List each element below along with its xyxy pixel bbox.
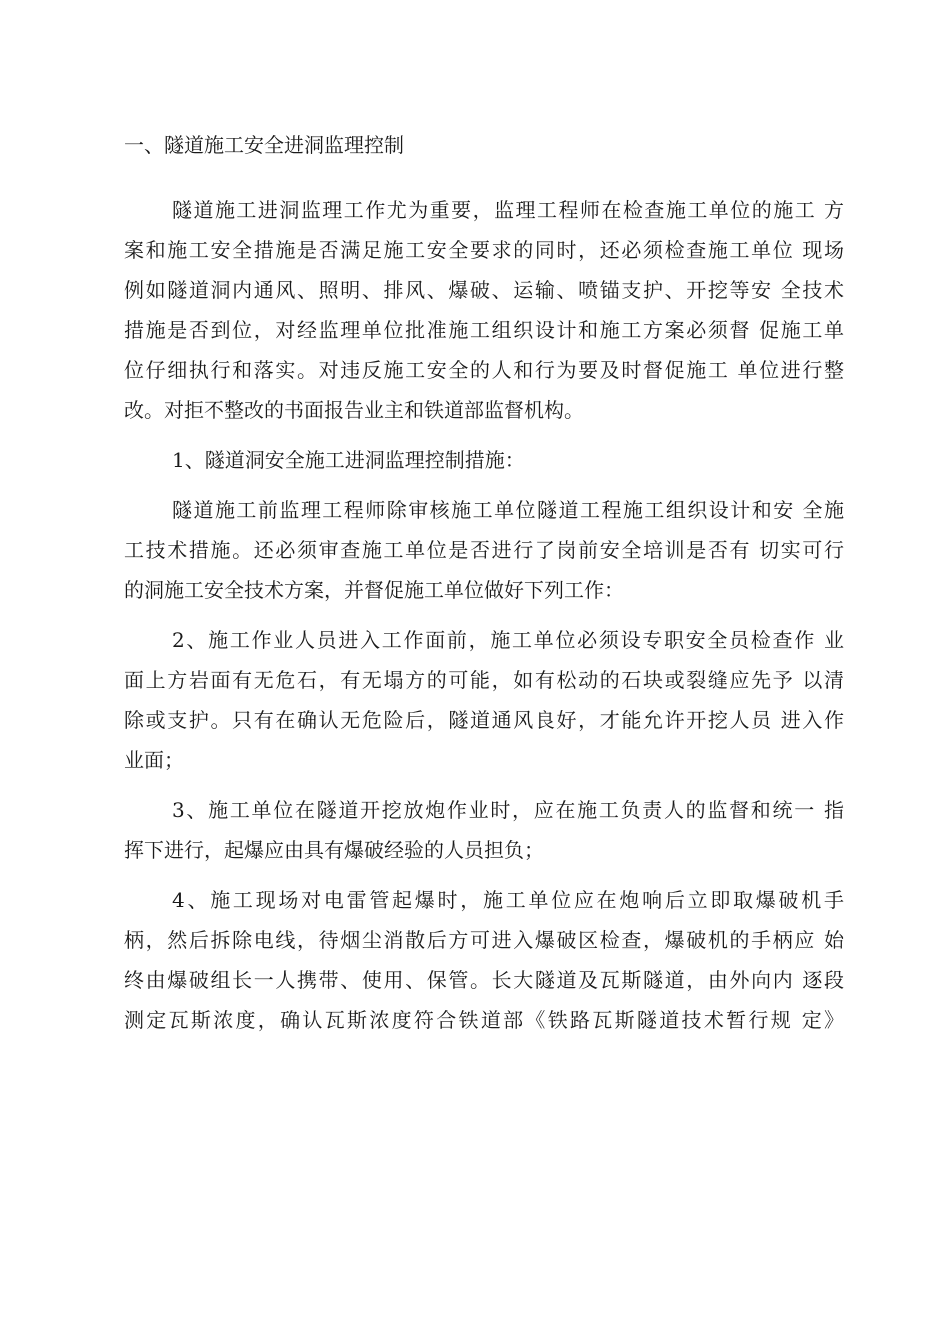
paragraph bbox=[124, 620, 844, 780]
paragraph-spacer bbox=[124, 780, 844, 790]
text-line: 措施是否到位，对经监理单位批准施工组织设计和施工方案必须督 促施工单 bbox=[124, 318, 844, 342]
paragraph bbox=[124, 490, 844, 610]
text-line: 4、施工现场对电雷管起爆时，施工单位应在炮响后立即取爆破机手 bbox=[172, 888, 844, 912]
paragraph bbox=[124, 880, 844, 1040]
section-heading: 一、隧道施工安全进洞监理控制 bbox=[124, 133, 404, 157]
document-body bbox=[124, 190, 844, 1040]
text-line: 终由爆破组长一人携带、使用、保管。长大隧道及瓦斯隧道，由外向内 逐段 bbox=[124, 968, 844, 992]
text-line: 挥下进行，起爆应由具有爆破经验的人员担负； bbox=[124, 838, 544, 862]
paragraph-spacer bbox=[124, 480, 844, 490]
paragraph-spacer bbox=[124, 430, 844, 440]
paragraph bbox=[124, 440, 844, 480]
paragraph bbox=[124, 790, 844, 870]
text-line: 3、施工单位在隧道开挖放炮作业时，应在施工负责人的监督和统一 指 bbox=[172, 798, 844, 822]
paragraph-spacer bbox=[124, 610, 844, 620]
text-line: 改。对拒不整改的书面报告业主和铁道部监督机构。 bbox=[124, 398, 584, 422]
text-line: 隧道施工前监理工程师除审核施工单位隧道工程施工组织设计和安 全施 bbox=[172, 498, 844, 522]
text-line: 的洞施工安全技术方案，并督促施工单位做好下列工作： bbox=[124, 578, 624, 602]
text-line: 面上方岩面有无危石，有无塌方的可能，如有松动的石块或裂缝应先予 以清 bbox=[124, 668, 844, 692]
paragraph bbox=[124, 190, 844, 430]
text-line: 除或支护。只有在确认无危险后，隧道通风良好，才能允许开挖人员 进入作 bbox=[124, 708, 844, 732]
text-line: 位仔细执行和落实。对违反施工安全的人和行为要及时督促施工 单位进行整 bbox=[124, 358, 844, 382]
text-line: 1、隧道洞安全施工进洞监理控制措施： bbox=[172, 448, 525, 472]
text-line: 例如隧道洞内通风、照明、排风、爆破、运输、喷锚支护、开挖等安 全技术 bbox=[124, 278, 844, 302]
text-line: 2、施工作业人员进入工作面前，施工单位必须设专职安全员检查作 业 bbox=[172, 628, 844, 652]
text-line: 测定瓦斯浓度，确认瓦斯浓度符合铁道部《铁路瓦斯隧道技术暂行规 定》 bbox=[124, 1008, 844, 1032]
text-line: 案和施工安全措施是否满足施工安全要求的同时，还必须检查施工单位 现场 bbox=[124, 238, 844, 262]
text-line: 业面； bbox=[124, 748, 184, 772]
text-line: 柄，然后拆除电线，待烟尘消散后方可进入爆破区检查，爆破机的手柄应 始 bbox=[124, 928, 844, 952]
text-line: 工技术措施。还必须审查施工单位是否进行了岗前安全培训是否有 切实可行 bbox=[124, 538, 844, 562]
text-line: 隧道施工进洞监理工作尤为重要，监理工程师在检查施工单位的施工 方 bbox=[172, 198, 844, 222]
paragraph-spacer bbox=[124, 870, 844, 880]
